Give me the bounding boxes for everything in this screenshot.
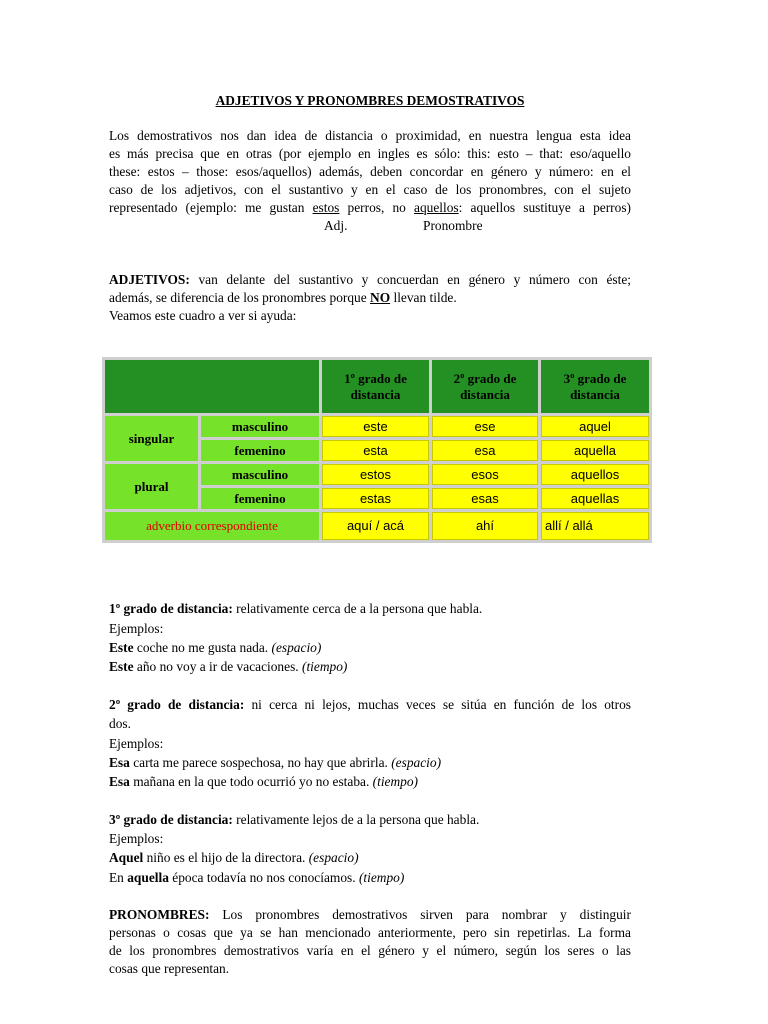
example-text: carta me parece sospechosa, no hay que abrirla. (129, 755, 392, 770)
intro-line-4: caso de los adjetivos, con el sustantivo y en el caso de los pronombres, con el sujeto (109, 182, 631, 197)
grado3-label: 3º grado de distancia: (109, 812, 233, 827)
underlined-word-aquellos: aquellos (414, 200, 459, 215)
grado1-example-2 (109, 658, 347, 676)
example-word: Este (109, 659, 134, 674)
grado3-heading (109, 811, 479, 829)
example-tag: (tiempo) (372, 774, 419, 789)
label-pronombre: Pronombre (423, 218, 483, 233)
grado2-example-2 (109, 773, 418, 791)
intro-text: : aquellos sustituye a perros) (458, 200, 632, 215)
row-label-singular: singular (105, 416, 198, 461)
example-tag: (espacio) (271, 640, 322, 655)
grado2-line-2: dos. (109, 716, 131, 731)
table-cell: esa (432, 440, 538, 461)
example-text: niño es el hijo de la directora. (143, 850, 309, 865)
example-text: año no voy a ir de vacaciones. (133, 659, 302, 674)
pronombres-text: Los pronombres demostrativos sirven para nombrar y distinguir (209, 907, 631, 922)
example-word: Aquel (109, 850, 144, 865)
example-text: mañana en la que todo ocurrió yo no estaba. (129, 774, 373, 789)
example-text: época todavía no nos conocíamos. (168, 870, 359, 885)
adjetivos-line-1 (109, 271, 631, 289)
example-word: Esa (109, 755, 130, 770)
adjetivos-text: llevan tilde. (390, 290, 457, 305)
grado1-ejemplos: Ejemplos: (109, 621, 164, 636)
table-cell: ese (432, 416, 538, 437)
grado2-ejemplos: Ejemplos: (109, 736, 164, 751)
grado3-text: relativamente lejos de a la persona que habla. (232, 812, 480, 827)
table-header-grado1: 1º grado de distancia (322, 360, 429, 413)
example-text: En (109, 870, 128, 885)
table-cell: aquella (541, 440, 649, 461)
intro-line-1: Los demostrativos nos dan idea de distancia o proximidad, en nuestra lengua esta idea (109, 128, 631, 143)
table-cell-adverb: ahí (432, 512, 538, 540)
grado2-example-1 (109, 754, 441, 772)
pronombres-paragraph (109, 906, 631, 960)
table-cell: este (322, 416, 429, 437)
table-cell: estos (322, 464, 429, 485)
intro-line-5 (109, 199, 631, 217)
page-title: ADJETIVOS Y PRONOMBRES DEMOSTRATIVOS (215, 93, 525, 108)
pronombres-line-1 (109, 906, 631, 924)
grado3-example-2 (109, 869, 404, 887)
adjetivos-text: van delante del sustantivo y concuerdan en género y número con éste; (189, 272, 631, 287)
table-cell: aquel (541, 416, 649, 437)
grado3-example-1 (109, 849, 359, 867)
grado2-label: 2º grado de distancia: (109, 697, 245, 712)
grado2-line-1 (109, 696, 631, 714)
pronombres-line-2: personas o cosas que ya se han mencionado anteriormente, pero sin repetirlas. La forma (109, 925, 631, 940)
adjetivos-line-3: Veamos este cuadro a ver si ayuda: (109, 308, 297, 323)
table-cell-adverb: allí / allá (541, 512, 649, 540)
table-header-grado3: 3º grado de distancia (541, 360, 649, 413)
grado1-heading (109, 600, 482, 618)
table-cell-adverb: aquí / acá (322, 512, 429, 540)
table-cell: esta (322, 440, 429, 461)
grado1-text: relativamente cerca de a la persona que habla. (232, 601, 483, 616)
emphasis-no: NO (370, 290, 391, 305)
adjetivos-text: además, se diferencia de los pronombres porque (109, 290, 371, 305)
adjetivos-paragraph (109, 271, 631, 289)
table-cell: estas (322, 488, 429, 509)
grado1-label: 1º grado de distancia: (109, 601, 233, 616)
pronombres-line-4: cosas que representan. (109, 961, 230, 976)
label-adj: Adj. (324, 218, 348, 233)
grado2-heading (109, 696, 631, 714)
example-word: Este (109, 640, 134, 655)
table-header-empty (105, 360, 319, 413)
example-text: coche no me gusta nada. (133, 640, 272, 655)
grado1-example-1 (109, 639, 321, 657)
example-tag: (tiempo) (301, 659, 348, 674)
grado2-text: ni cerca ni lejos, muchas veces se sitúa en función de los otros (244, 697, 631, 712)
example-word: Esa (109, 774, 130, 789)
row-label-masculino: masculino (201, 416, 319, 437)
table-cell: aquellos (541, 464, 649, 485)
pronombres-label: PRONOMBRES: (109, 907, 210, 922)
intro-paragraph (109, 127, 631, 217)
table-header-grado2: 2º grado de distancia (432, 360, 538, 413)
adjetivos-label: ADJETIVOS: (109, 272, 190, 287)
row-label-adverbio: adverbio correspondiente (105, 512, 319, 540)
example-word: aquella (127, 870, 169, 885)
row-label-femenino: femenino (201, 440, 319, 461)
row-label-femenino: femenino (201, 488, 319, 509)
adjetivos-line-2 (109, 289, 457, 307)
example-tag: (espacio) (391, 755, 442, 770)
intro-line-2: es más precisa que en otras (por ejemplo en ingles es sólo: this: esto – that: eso/aquello (109, 146, 631, 161)
grado3-ejemplos: Ejemplos: (109, 831, 164, 846)
intro-line-3: these: estos – those: esos/aquellos) además, deben concordar en género y número: en el (109, 164, 631, 179)
example-tag: (espacio) (308, 850, 359, 865)
pronombres-line-3: de los pronombres demostrativos varía en el género y el número, según los seres o las (109, 943, 631, 958)
intro-text: perros, no (339, 200, 415, 215)
demonstratives-table (102, 357, 652, 543)
table-cell: aquellas (541, 488, 649, 509)
underlined-word-estos: estos (312, 200, 340, 215)
row-label-plural: plural (105, 464, 198, 509)
table-cell: esas (432, 488, 538, 509)
example-tag: (tiempo) (358, 870, 405, 885)
intro-text: representado (ejemplo: me gustan (109, 200, 313, 215)
table-cell: esos (432, 464, 538, 485)
row-label-masculino: masculino (201, 464, 319, 485)
